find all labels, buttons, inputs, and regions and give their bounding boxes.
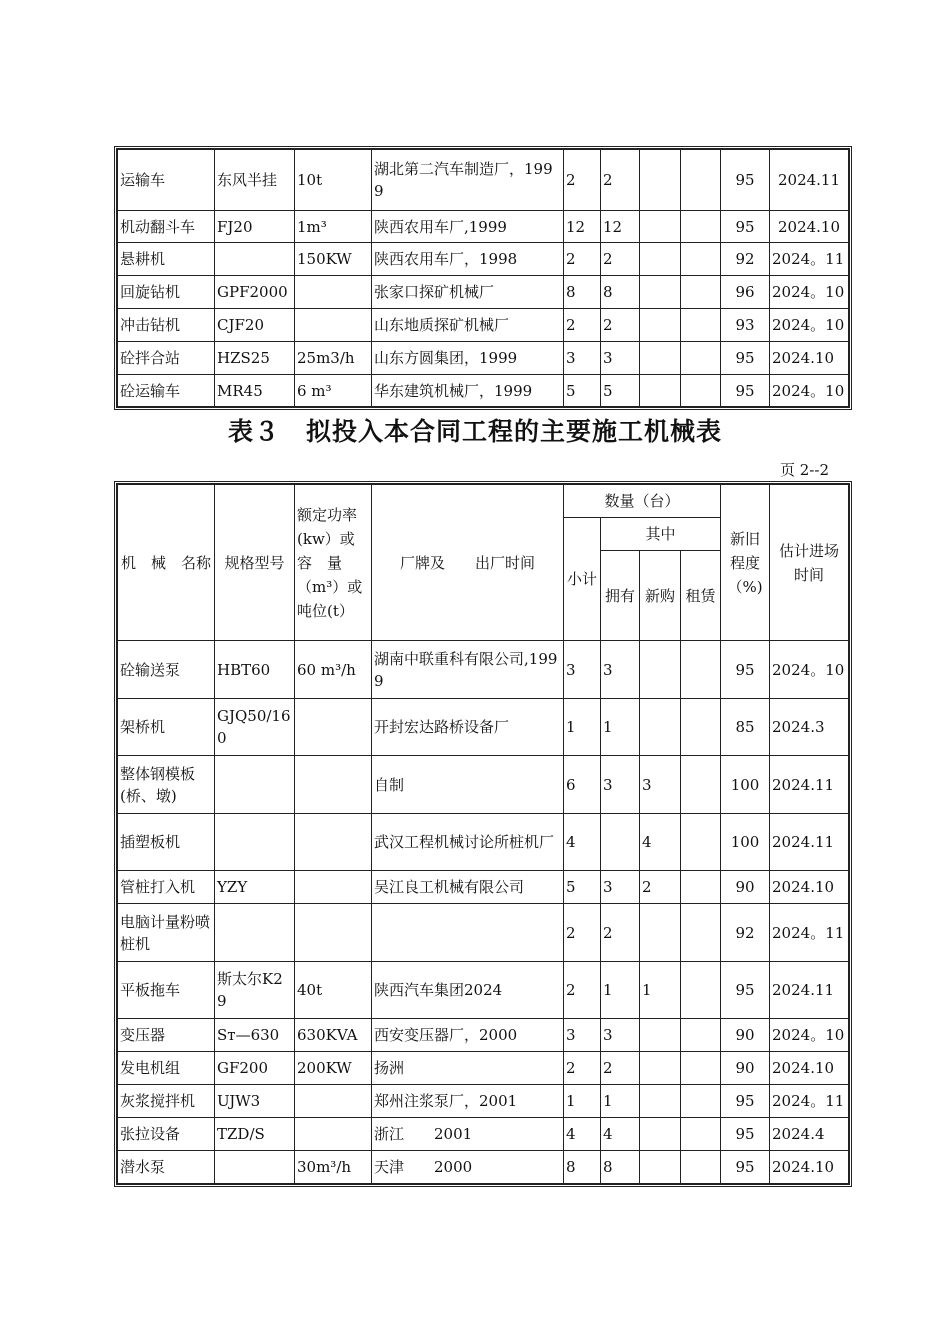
header-spec: 规格型号 (215, 485, 295, 641)
cell-subtotal: 5 (564, 871, 601, 904)
cell-spec: 东风半挂 (215, 150, 295, 211)
cell-new (640, 375, 681, 407)
cell-name: 灰浆搅拌机 (118, 1085, 215, 1118)
cell-own: 8 (601, 1151, 640, 1184)
cell-time: 2024。10 (770, 375, 849, 407)
cell-maker: 湖北第二汽车制造厂，1999 (372, 150, 564, 211)
cell-spec: CJF20 (215, 309, 295, 342)
cell-spec (215, 814, 295, 871)
cell-time: 2024。11 (770, 1085, 849, 1118)
cell-rate: 93 (721, 309, 770, 342)
cell-maker: 湖南中联重科有限公司,1999 (372, 641, 564, 699)
cell-own (601, 814, 640, 871)
cell-own: 3 (601, 342, 640, 375)
cell-name: 架桥机 (118, 699, 215, 756)
cell-spec: UJW3 (215, 1085, 295, 1118)
cell-time: 2024。10 (770, 1019, 849, 1052)
cell-maker: 浙江 2001 (372, 1118, 564, 1151)
equipment-table-main (117, 484, 849, 1184)
cell-subtotal: 2 (564, 1052, 601, 1085)
cell-subtotal: 1 (564, 699, 601, 756)
cell-subtotal: 8 (564, 1151, 601, 1184)
cell-subtotal: 3 (564, 1019, 601, 1052)
cell-maker: 开封宏达路桥设备厂 (372, 699, 564, 756)
cell-rate: 95 (721, 1151, 770, 1184)
cell-spec: GJQ50/160 (215, 699, 295, 756)
cell-spec (215, 904, 295, 962)
cell-rent (681, 375, 721, 407)
table-row (118, 641, 849, 699)
cell-spec (215, 243, 295, 276)
table-row (118, 211, 849, 243)
table-row (118, 309, 849, 342)
cell-power: 40t (295, 962, 372, 1019)
cell-rate: 90 (721, 1019, 770, 1052)
cell-name: 悬耕机 (118, 243, 215, 276)
cell-time: 2024.10 (770, 1151, 849, 1184)
cell-new (640, 1052, 681, 1085)
cell-own: 1 (601, 962, 640, 1019)
header-time: 估计进场时间 (770, 485, 849, 641)
cell-maker: 自制 (372, 756, 564, 814)
cell-new (640, 309, 681, 342)
cell-new (640, 1151, 681, 1184)
cell-power: 1m³ (295, 211, 372, 243)
cell-power: 200KW (295, 1052, 372, 1085)
cell-name: 砼拌合站 (118, 342, 215, 375)
cell-subtotal: 3 (564, 641, 601, 699)
cell-rate: 95 (721, 1118, 770, 1151)
cell-new: 1 (640, 962, 681, 1019)
cell-new (640, 342, 681, 375)
cell-name: 回旋钻机 (118, 276, 215, 309)
table-row (118, 962, 849, 1019)
cell-subtotal: 2 (564, 962, 601, 1019)
cell-subtotal: 2 (564, 243, 601, 276)
cell-new (640, 150, 681, 211)
cell-subtotal: 1 (564, 1085, 601, 1118)
header-new: 新购 (640, 551, 681, 641)
cell-rent (681, 641, 721, 699)
cell-maker: 西安变压器厂，2000 (372, 1019, 564, 1052)
table-title: 表３ 拟投入本合同工程的主要施工机械表 (227, 417, 722, 446)
cell-subtotal: 4 (564, 814, 601, 871)
cell-spec (215, 1151, 295, 1184)
header-rent: 租赁 (681, 551, 721, 641)
header-maker: 厂牌及 出厂时间 (372, 485, 564, 641)
cell-time: 2024。11 (770, 243, 849, 276)
cell-name: 砼运输车 (118, 375, 215, 407)
cell-new: 3 (640, 756, 681, 814)
cell-new (640, 211, 681, 243)
cell-power: 25m3/h (295, 342, 372, 375)
cell-rate: 100 (721, 814, 770, 871)
cell-name: 发电机组 (118, 1052, 215, 1085)
cell-name: 平板拖车 (118, 962, 215, 1019)
cell-name: 冲击钻机 (118, 309, 215, 342)
cell-own: 3 (601, 756, 640, 814)
cell-spec: YZY (215, 871, 295, 904)
cell-maker: 张家口探矿机械厂 (372, 276, 564, 309)
cell-subtotal: 2 (564, 309, 601, 342)
cell-power: 10t (295, 150, 372, 211)
cell-spec: GF200 (215, 1052, 295, 1085)
cell-maker: 山东地质探矿机械厂 (372, 309, 564, 342)
cell-power (295, 1118, 372, 1151)
cell-rent (681, 1052, 721, 1085)
table-row (118, 1118, 849, 1151)
cell-rate: 95 (721, 641, 770, 699)
cell-time: 2024.10 (770, 871, 849, 904)
cell-spec: TZD/S (215, 1118, 295, 1151)
cell-power (295, 871, 372, 904)
cell-power: 30m³/h (295, 1151, 372, 1184)
cell-name: 整体钢模板(桥、墩) (118, 756, 215, 814)
cell-maker: 吴江良工机械有限公司 (372, 871, 564, 904)
cell-subtotal: 2 (564, 904, 601, 962)
cell-time: 2024.11 (770, 814, 849, 871)
cell-own: 2 (601, 150, 640, 211)
cell-own: 1 (601, 699, 640, 756)
table-row (118, 1019, 849, 1052)
cell-rent (681, 150, 721, 211)
table-row (118, 1052, 849, 1085)
cell-maker: 郑州注浆泵厂，2001 (372, 1085, 564, 1118)
cell-name: 运输车 (118, 150, 215, 211)
cell-power: 6 m³ (295, 375, 372, 407)
cell-power (295, 1085, 372, 1118)
cell-maker: 武汉工程机械讨论所桩机厂 (372, 814, 564, 871)
table-row (118, 276, 849, 309)
header-name: 机 械 名称 (118, 485, 215, 641)
cell-spec: MR45 (215, 375, 295, 407)
table-row (118, 1151, 849, 1184)
cell-rent (681, 309, 721, 342)
table-row (118, 1085, 849, 1118)
cell-new (640, 699, 681, 756)
cell-rent (681, 904, 721, 962)
cell-spec: Sᴛ—630 (215, 1019, 295, 1052)
cell-own: 12 (601, 211, 640, 243)
cell-rate: 100 (721, 756, 770, 814)
cell-rate: 90 (721, 1052, 770, 1085)
cell-new (640, 641, 681, 699)
table-row (118, 756, 849, 814)
cell-rent (681, 1019, 721, 1052)
cell-rate: 95 (721, 342, 770, 375)
cell-subtotal: 6 (564, 756, 601, 814)
cell-rate: 95 (721, 211, 770, 243)
cell-rate: 85 (721, 699, 770, 756)
cell-new (640, 1085, 681, 1118)
cell-time: 2024.11 (770, 962, 849, 1019)
cell-time: 2024。10 (770, 641, 849, 699)
cell-own: 8 (601, 276, 640, 309)
header-of-which: 其中 (601, 518, 721, 551)
table-row (118, 243, 849, 276)
cell-new (640, 243, 681, 276)
cell-subtotal: 5 (564, 375, 601, 407)
cell-time: 2024.10 (770, 1052, 849, 1085)
cell-power (295, 814, 372, 871)
cell-power: 630KVA (295, 1019, 372, 1052)
cell-rent (681, 342, 721, 375)
cell-own: 2 (601, 309, 640, 342)
cell-own: 2 (601, 904, 640, 962)
cell-own: 3 (601, 871, 640, 904)
cell-power (295, 276, 372, 309)
cell-own: 4 (601, 1118, 640, 1151)
cell-maker: 陕西农用车厂,1999 (372, 211, 564, 243)
cell-maker: 扬洲 (372, 1052, 564, 1085)
cell-spec: HZS25 (215, 342, 295, 375)
cell-name: 管桩打入机 (118, 871, 215, 904)
cell-subtotal: 3 (564, 342, 601, 375)
cell-rent (681, 871, 721, 904)
cell-name: 电脑计量粉喷桩机 (118, 904, 215, 962)
cell-maker: 天津 2000 (372, 1151, 564, 1184)
cell-power: 60 m³/h (295, 641, 372, 699)
cell-power (295, 699, 372, 756)
cell-maker: 陕西农用车厂，1998 (372, 243, 564, 276)
cell-time: 2024。10 (770, 276, 849, 309)
cell-new (640, 1019, 681, 1052)
cell-own: 2 (601, 243, 640, 276)
cell-rate: 96 (721, 276, 770, 309)
header-power: 额定功率(kw）或容 量（m³）或吨位(t） (295, 485, 372, 641)
cell-time: 2024.11 (770, 150, 849, 211)
cell-time: 2024.11 (770, 756, 849, 814)
cell-power: 150KW (295, 243, 372, 276)
table-row (118, 375, 849, 407)
table-row (118, 150, 849, 211)
page-number: 页 2--2 (780, 461, 829, 479)
cell-rate: 90 (721, 871, 770, 904)
cell-rate: 92 (721, 904, 770, 962)
cell-time: 2024.10 (770, 342, 849, 375)
header-own: 拥有 (601, 551, 640, 641)
cell-subtotal: 4 (564, 1118, 601, 1151)
table-row (118, 814, 849, 871)
cell-name: 砼输送泵 (118, 641, 215, 699)
cell-name: 机动翻斗车 (118, 211, 215, 243)
cell-rent (681, 1085, 721, 1118)
cell-own: 3 (601, 641, 640, 699)
header-subtotal: 小计 (564, 518, 601, 641)
cell-rent (681, 211, 721, 243)
cell-time: 2024.3 (770, 699, 849, 756)
cell-rent (681, 1118, 721, 1151)
cell-name: 潜水泵 (118, 1151, 215, 1184)
cell-own: 2 (601, 1052, 640, 1085)
cell-new: 2 (640, 871, 681, 904)
cell-spec: FJ20 (215, 211, 295, 243)
cell-time: 2024.10 (770, 211, 849, 243)
cell-new (640, 276, 681, 309)
cell-rent (681, 276, 721, 309)
cell-subtotal: 8 (564, 276, 601, 309)
cell-subtotal: 2 (564, 150, 601, 211)
cell-rent (681, 1151, 721, 1184)
equipment-table-top (117, 149, 849, 407)
cell-spec: GPF2000 (215, 276, 295, 309)
cell-name: 张拉设备 (118, 1118, 215, 1151)
cell-rent (681, 699, 721, 756)
table-row (118, 342, 849, 375)
cell-rate: 95 (721, 150, 770, 211)
cell-time: 2024。11 (770, 904, 849, 962)
cell-new (640, 904, 681, 962)
cell-rate: 95 (721, 375, 770, 407)
header-rate: 新旧程度（%) (721, 485, 770, 641)
header-quantity: 数量（台） (564, 485, 721, 518)
cell-rate: 92 (721, 243, 770, 276)
cell-rent (681, 243, 721, 276)
cell-rent (681, 756, 721, 814)
cell-spec (215, 756, 295, 814)
cell-time: 2024.4 (770, 1118, 849, 1151)
cell-subtotal: 12 (564, 211, 601, 243)
cell-new (640, 1118, 681, 1151)
cell-rate: 95 (721, 962, 770, 1019)
cell-power (295, 309, 372, 342)
cell-name: 变压器 (118, 1019, 215, 1052)
cell-power (295, 904, 372, 962)
cell-own: 5 (601, 375, 640, 407)
cell-maker: 陕西汽车集团2024 (372, 962, 564, 1019)
cell-time: 2024。10 (770, 309, 849, 342)
cell-new: 4 (640, 814, 681, 871)
cell-own: 1 (601, 1085, 640, 1118)
cell-spec: 斯太尔K29 (215, 962, 295, 1019)
cell-maker (372, 904, 564, 962)
cell-power (295, 756, 372, 814)
table-row (118, 699, 849, 756)
table-row (118, 904, 849, 962)
cell-maker: 山东方圆集团，1999 (372, 342, 564, 375)
cell-spec: HBT60 (215, 641, 295, 699)
cell-maker: 华东建筑机械厂，1999 (372, 375, 564, 407)
table-row (118, 871, 849, 904)
cell-rent (681, 814, 721, 871)
cell-rent (681, 962, 721, 1019)
cell-name: 插塑板机 (118, 814, 215, 871)
cell-own: 3 (601, 1019, 640, 1052)
cell-rate: 95 (721, 1085, 770, 1118)
